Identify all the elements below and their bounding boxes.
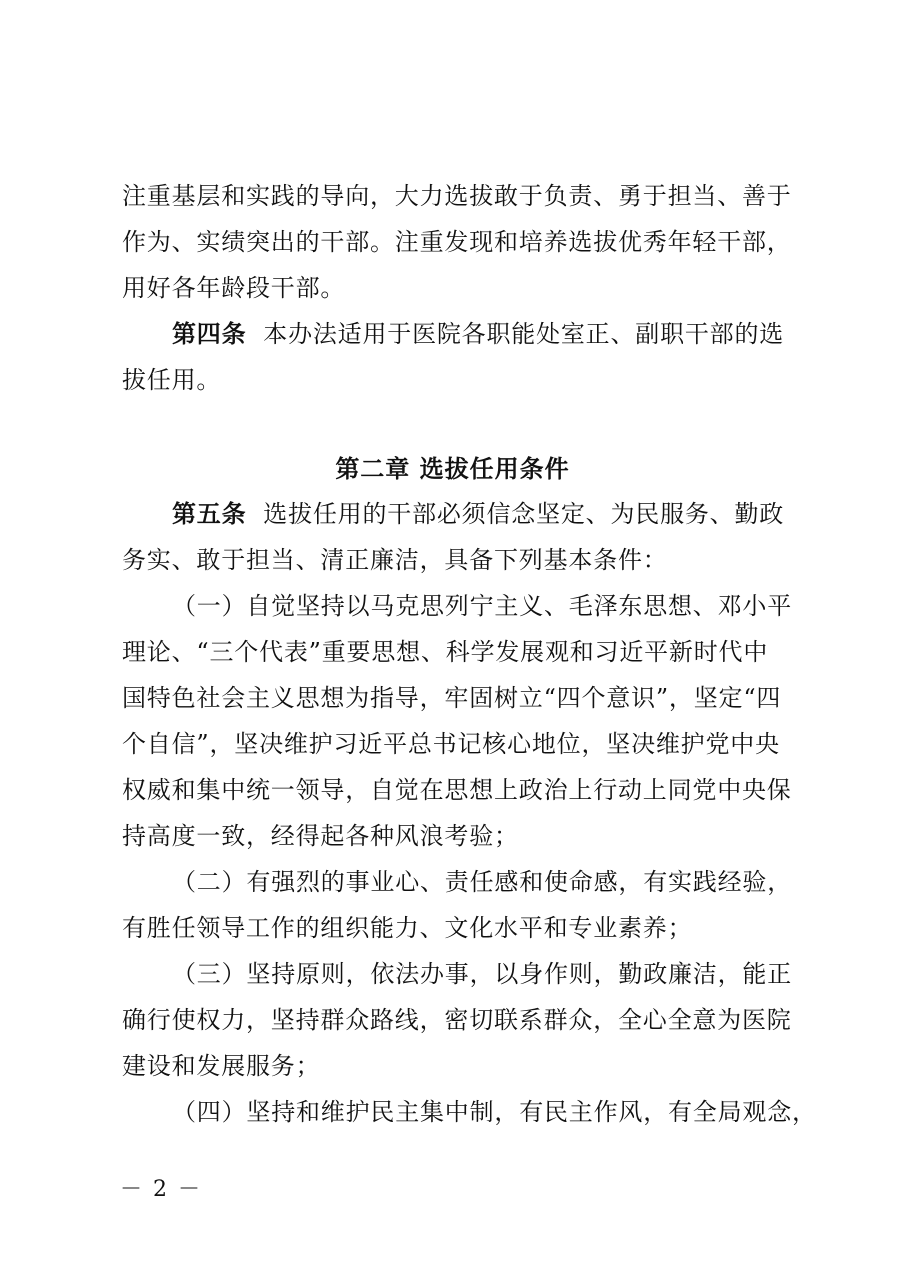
article-4-line-1: [172, 314, 832, 354]
article-4-line-2: 拔任用。: [122, 366, 222, 394]
item-1-line: （一）自觉坚持以马克思列宁主义、毛泽东思想、邓小平: [172, 592, 792, 620]
item-4-line: （四）坚持和维护民主集中制，有民主作风，有全局观念，: [172, 1098, 817, 1126]
item-1-line: 权威和集中统一领导，自觉在思想上政治上行动上同党中央保: [122, 776, 792, 804]
paragraph-line: 作为、实绩突出的干部。注重发现和培养选拔优秀年轻干部，: [122, 228, 792, 256]
item-3-line: 确行使权力，坚持群众路线，密切联系群众，全心全意为医院: [122, 1006, 792, 1034]
article-5-line-2: 务实、敢于担当、清正廉洁，具备下列基本条件：: [122, 546, 668, 574]
article-5-text: 选拔任用的干部必须信念坚定、为民服务、勤政: [263, 500, 785, 528]
item-2-line: （二）有强烈的事业心、责任感和使命感，有实践经验，: [172, 868, 792, 896]
chapter-heading: 第二章 选拔任用条件: [335, 455, 570, 483]
item-1-line: 国特色社会主义思想为指导，牢固树立“四个意识”，坚定“四: [122, 684, 782, 712]
item-3-line: （三）坚持原则，依法办事，以身作则，勤政廉洁，能正: [172, 960, 792, 988]
article-5-line-1: [172, 494, 832, 534]
item-3-line: 建设和发展服务；: [122, 1052, 321, 1080]
item-1-line: 理论、“三个代表”重要思想、科学发展观和习近平新时代中: [122, 638, 769, 666]
item-1-line: 持高度一致，经得起各种风浪考验；: [122, 822, 519, 850]
page-number: － 2 －: [120, 1177, 202, 1202]
article-4-text: 本办法适用于医院各职能处室正、副职干部的选: [263, 320, 785, 348]
article-5-label: 第五条: [172, 500, 247, 528]
item-1-line: 个自信”，坚决维护习近平总书记核心地位，坚决维护党中央: [122, 730, 780, 758]
article-4-label: 第四条: [172, 320, 247, 348]
paragraph-line: 注重基层和实践的导向，大力选拔敢于负责、勇于担当、善于: [122, 182, 792, 210]
item-2-line: 有胜任领导工作的组织能力、文化水平和专业素养；: [122, 914, 693, 942]
paragraph-line: 用好各年龄段干部。: [122, 274, 346, 302]
